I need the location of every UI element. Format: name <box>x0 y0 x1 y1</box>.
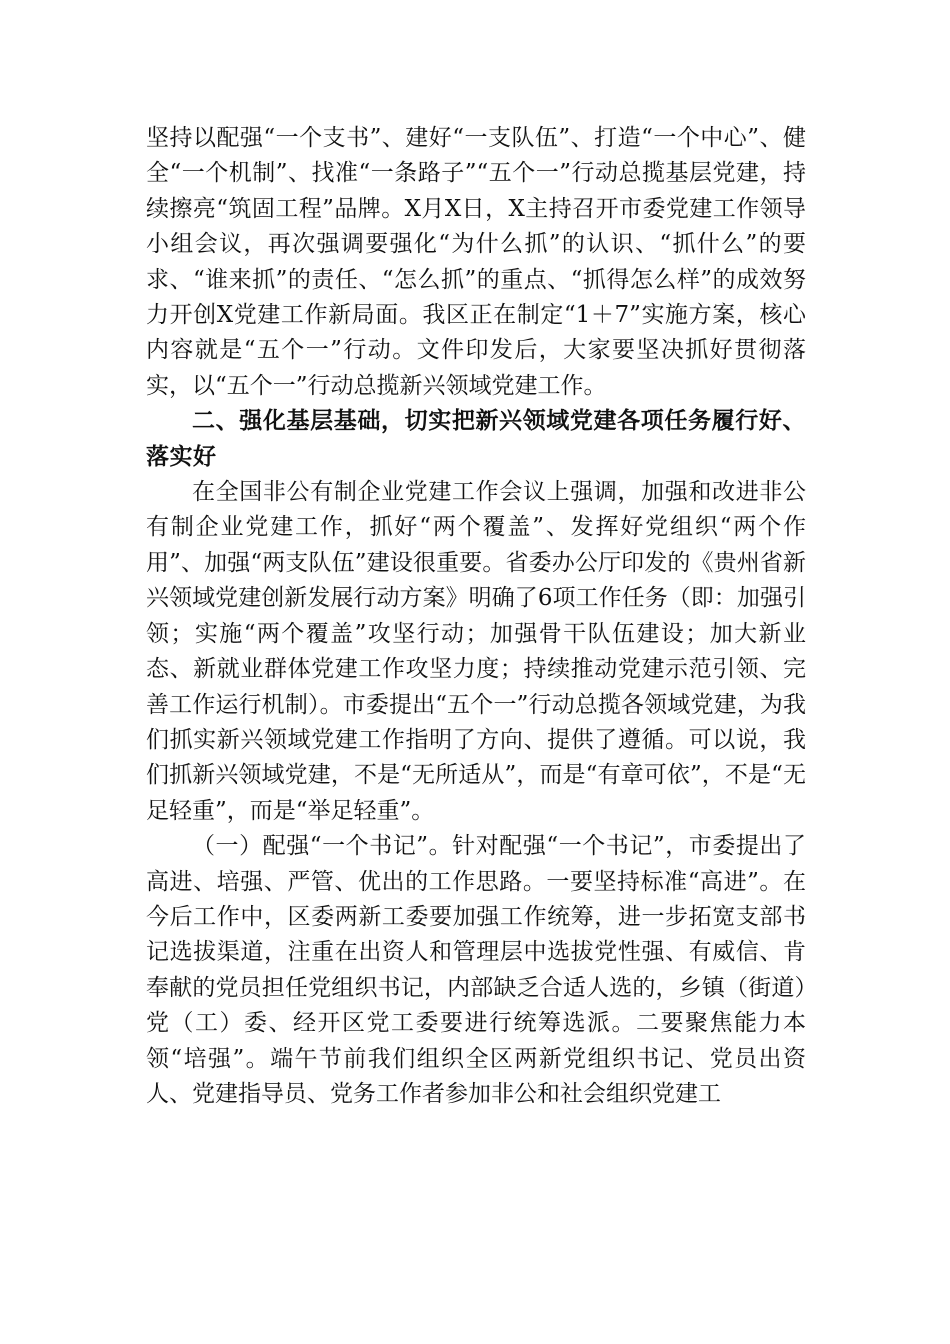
document-page <box>146 121 806 1112</box>
section-heading-two: 二、强化基层基础，切实把新兴领域党建各项任务履行好、落实好 <box>146 408 806 470</box>
paragraph-opening: 坚持以配强“一个支书”、建好“一支队伍”、打造“一个中心”、健全“一个机制”、找准“一条路子”“五个一”行动总揽基层党建，持续擦亮“筑固工程”品牌。X月X日，X主持召开市委党建工作领导小组会议，再次强调要强化“为什么抓”的认识、“抓什么”的要求、“谁来抓”的责任、“怎么抓”的重点、“抓得怎么样”的成效努力开创X党建工作新局面。我区正在制定“1＋7”实施方案，核心内容就是“五个一”行动。文件印发后，大家要坚决抓好贯彻落实，以“五个一”行动总揽新兴领域党建工作。 <box>146 125 806 399</box>
paragraph-subsection-one: （一）配强“一个书记”。针对配强“一个书记”，市委提出了高进、培强、严管、优出的工作思路。一要坚持标准“高进”。在今后工作中，区委两新工委要加强工作统筹，进一步拓宽支部书记选拔渠道，注重在出资人和管理层中选拔党性强、有威信、肯奉献的党员担任党组织书记，内部缺乏合适人选的，乡镇（街道）党（工）委、经开区党工委要进行统筹选派。二要聚焦能力本领“培强”。端午节前我们组织全区两新党组织书记、党员出资人、党建指导员、党务工作者参加非公和社会组织党建工 <box>146 833 806 1107</box>
paragraph-section-two-intro: 在全国非公有制企业党建工作会议上强调，加强和改进非公有制企业党建工作，抓好“两个覆盖”、发挥好党组织“两个作用”、加强“两支队伍”建设很重要。省委办公厅印发的《贵州省新兴领域党建创新发展行动方案》明确了6项工作任务（即：加强引领；实施“两个覆盖”攻坚行动；加强骨干队伍建设；加大新业态、新就业群体党建工作攻坚力度；持续推动党建示范引领、完善工作运行机制）。市委提出“五个一”行动总揽各领域党建，为我们抓实新兴领域党建工作指明了方向、提供了遵循。可以说，我们抓新兴领域党建，不是“无所适从”，而是“有章可依”，不是“无足轻重”，而是“举足轻重”。 <box>146 479 806 824</box>
